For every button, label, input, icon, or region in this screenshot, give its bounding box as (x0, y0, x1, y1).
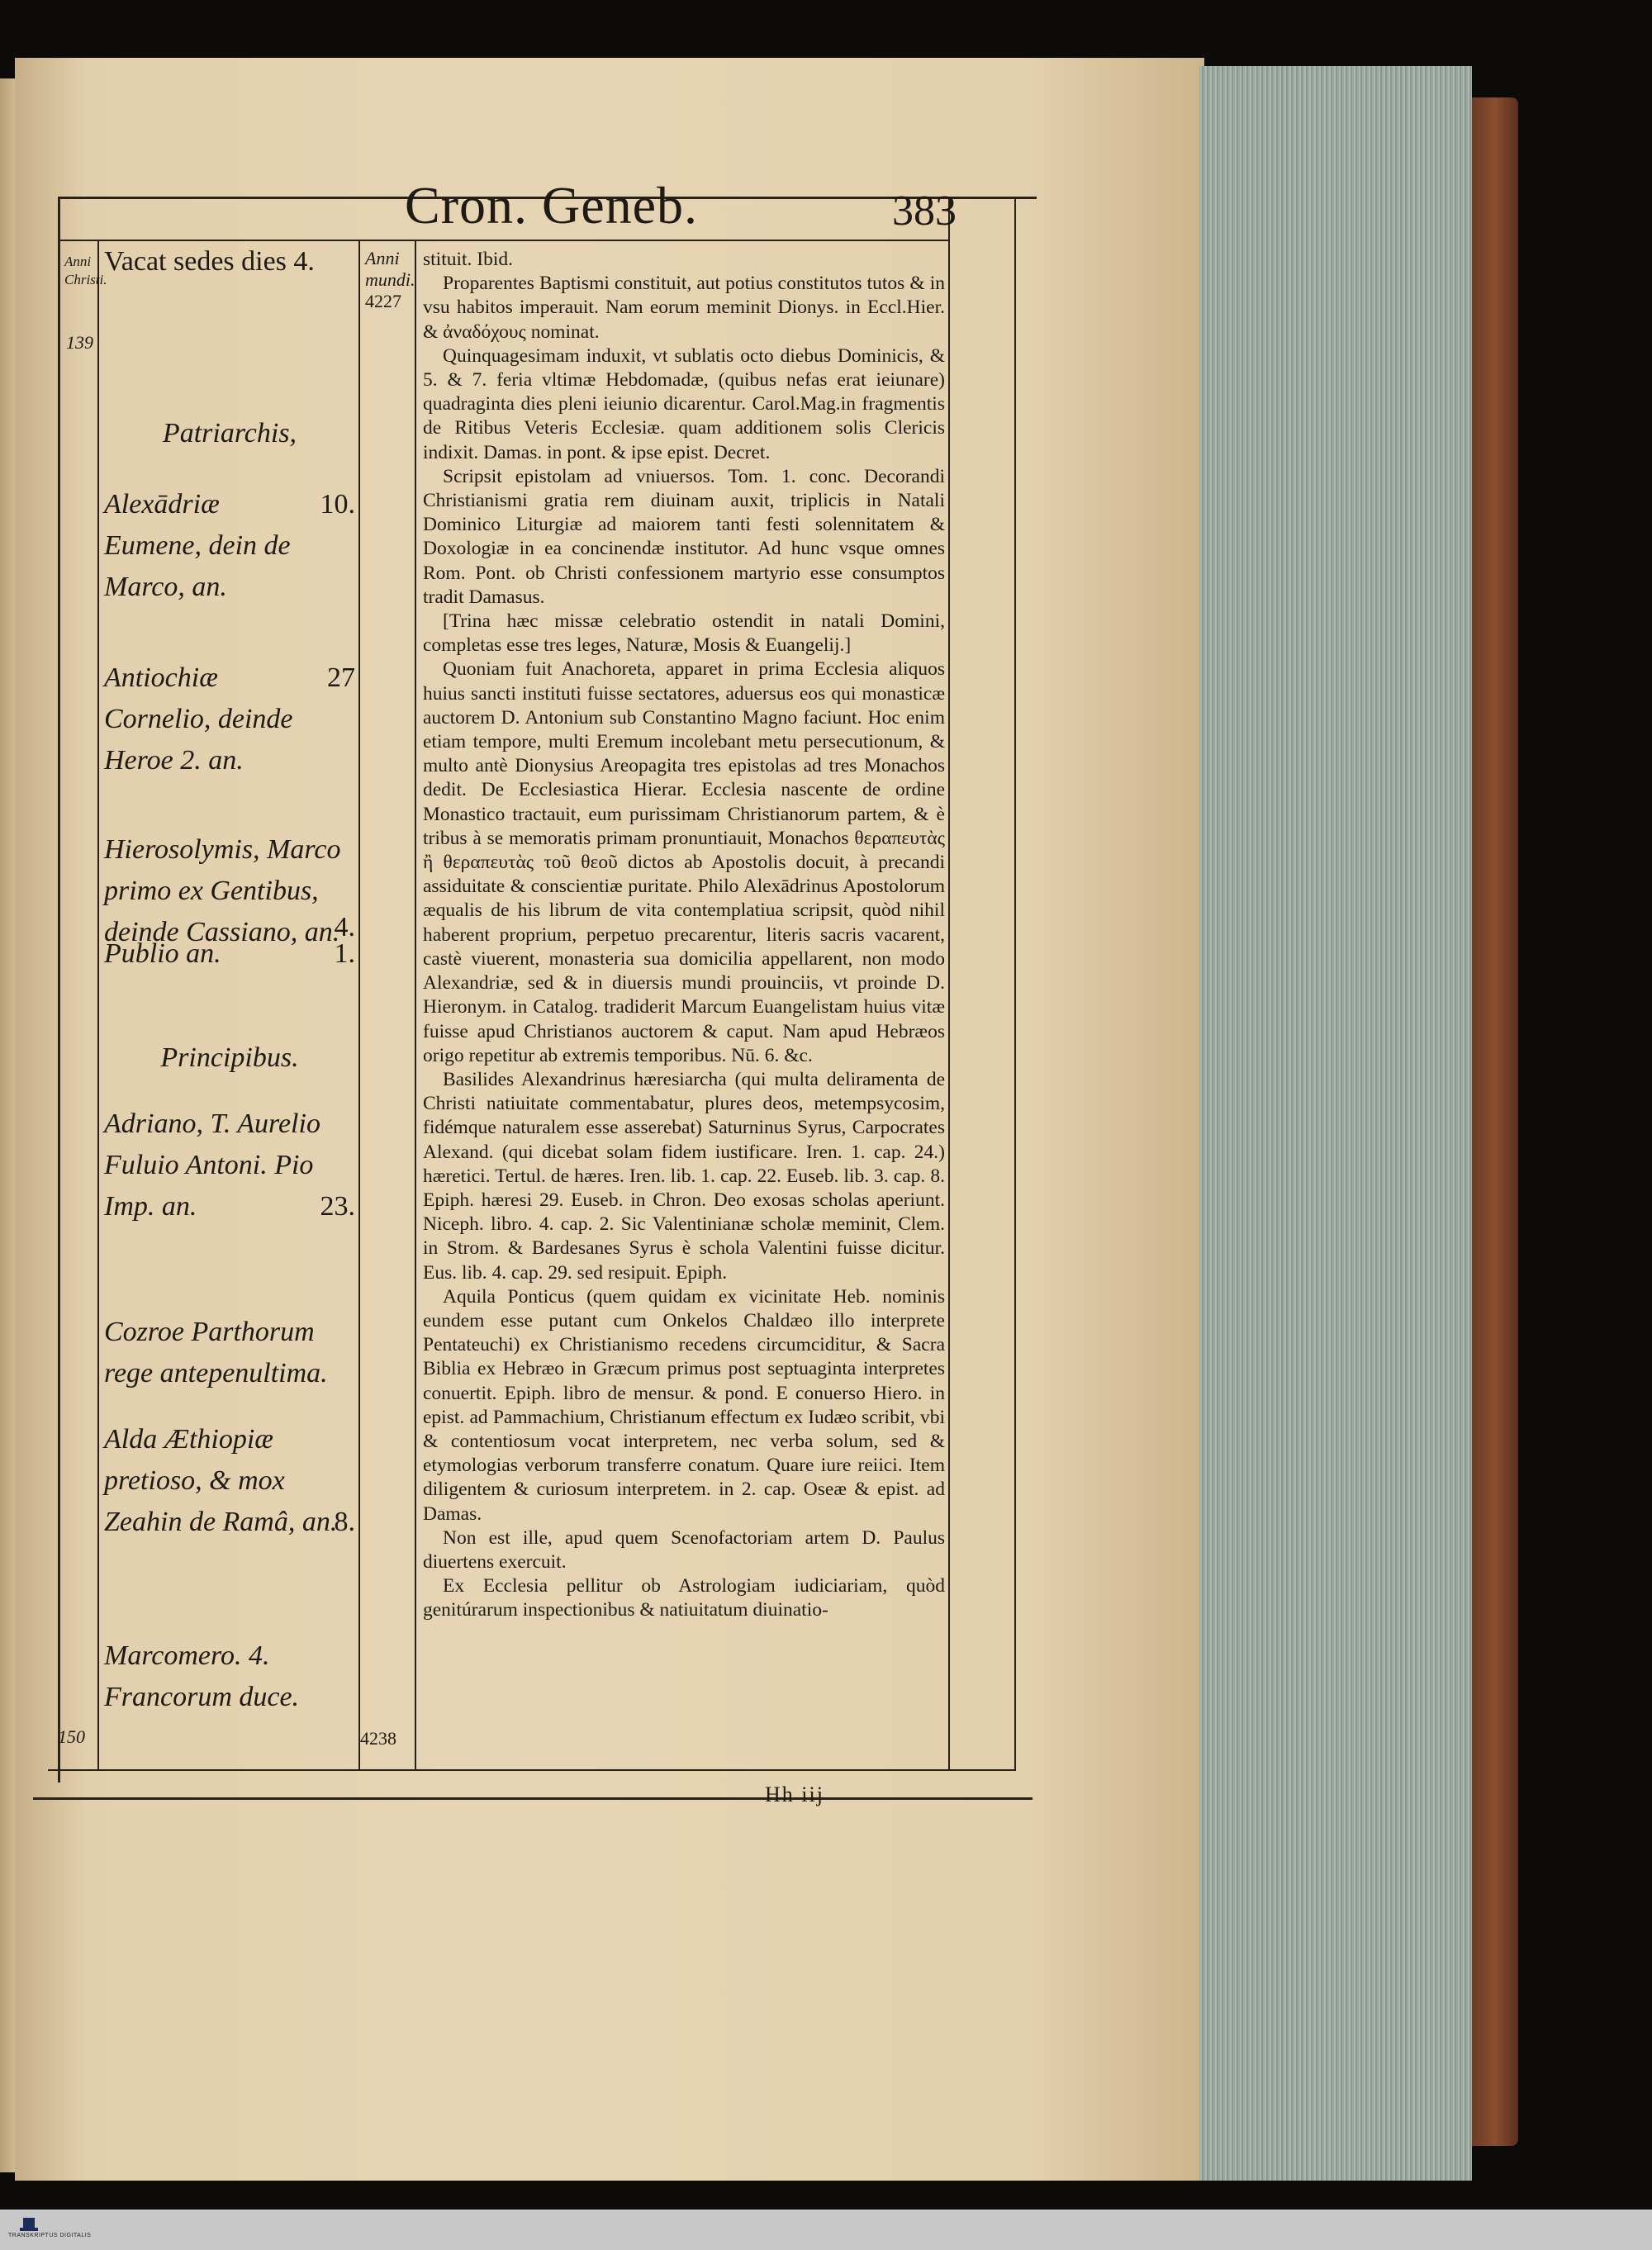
date-column-rule (97, 241, 99, 1769)
library-logo-icon (13, 2216, 45, 2244)
entry-adriano-years: 23. (320, 1191, 355, 1222)
year-mundi-end: 4238 (360, 1728, 396, 1749)
principibus-heading: Principibus. (160, 1042, 299, 1073)
entry-alda (104, 1419, 355, 1543)
paragraph: stituit. Ibid. (423, 249, 514, 270)
entry-marcomero: Marcomero. 4. Francorum duce. (104, 1640, 300, 1712)
entry-alexandria-text: Alexādriæ Eumene, dein de Marco, an. (104, 489, 291, 602)
entry-antiochia-years: 27 (327, 662, 355, 693)
running-head: Cron. Geneb. (405, 176, 699, 235)
entry-alexandria (104, 484, 355, 608)
library-logo-text: TRANSKRIPTUS DIGITALIS (8, 2233, 92, 2238)
bottom-rule-1 (48, 1769, 1016, 1771)
year-christi-start: 139 (66, 332, 93, 353)
entry-adriano (104, 1104, 355, 1227)
entry-publio-text: Publio an. (104, 938, 221, 969)
paragraph: Scripsit epistolam ad vniuersos. Tom. 1. conc. Decorandi Christianismi gratia rem diuinam auxit, triplicis in Natali Dominico Liturgiæ ad maiorem tanti festi solennitatem & Doxologiæ in ea concinendæ institutor. Ad hunc vsque omnes Rom. Pont. ob Christi confessionem martyrio esse consumptos tradit Damasus. (423, 465, 945, 608)
year-christi-end: 150 (58, 1726, 85, 1747)
page-number: 383 (892, 188, 957, 235)
entry-alda-years: 8. (334, 1507, 355, 1537)
leather-cover-edge (1472, 97, 1518, 2146)
entry-antiochia-text: Antiochiæ Cornelio, deinde Heroe 2. an. (104, 662, 293, 776)
entry-cozroe: Cozroe Parthorum rege antepenultima. (104, 1317, 328, 1388)
paragraph: Quoniam fuit Anachoreta, apparet in prima Ecclesia aliquos huius sancti instituti fuisse sectatores, aduersus eos qui monasticæ auctorem D. Antonium sub Constantino Magno faciunt. Hoc enim etiam tempore, multi Eremum incolebant metu persecutionum, & multo antè Dionysius Areopagita tres epistolas ad tres Monachos dedit. De Ecclesiastica Hierar. Ecclesia nascente de ordine Monastico tractauit, eum purissimam Christianorum partem, & è tribus à se memoratis primam pronuntiauit, Monachos θεραπευτὰς ἢ θεραπευτὰς τοῦ θεοῦ dictos ab Apostolis docuit, à precandi assiduitate & conscientiæ puritate. Philo Alexādrinus Apostolorum æqualis de his librum de vita contemplatiua scripsit, quòd nihil haberent proprium, perpetuo precarentur, literis sacris vacarent, castè viuerent, monasteria sua domicilia appellarent, non modo Alexandriæ, sed & in diuersis mundi prouinciis, vt proinde D. Hieronym. in Catalog. tradiderit Marcum Euangelistam huius vitæ fuisse apud Christianos auctorem & caput. Nam apud Hebræos origo repetitur ab extremis temporibus. Nū. 6. &c. (423, 658, 945, 1066)
anni-mundi-text: Anni mundi. (365, 248, 415, 290)
year-mundi-start: 4227 (365, 291, 401, 311)
entry-alexandria-years: 10. (320, 489, 355, 520)
paragraph: [Trina hæc missæ celebratio ostendit in natali Domini, completas esse tres leges, Naturæ, Mosis & Euangelij.] (423, 610, 945, 657)
paragraph: Ex Ecclesia pellitur ob Astrologiam iudiciariam, quòd genitúrarum inspectionibus & natiuitatum diuinatio- (423, 1575, 945, 1621)
entry-publio-years: 1. (334, 938, 355, 969)
entry-publio (104, 933, 355, 975)
paragraph: Quinquagesimam induxit, vt sublatis octo diebus Dominicis, & 5. & 7. feria vltimæ Hebdomadæ, (quibus nefas erat ieiunare) quadraginta dies pleni ieiunio dicarentur. Carol.Mag.in fragmentis de Ritibus Veteris Ecclesiæ. quam additionem solis Clericis indixit. Damas. in pont. & ipse epist. Decret. (423, 344, 945, 463)
entry-hierosolymis-years: 4. (334, 912, 355, 942)
outer-left-rule (58, 197, 60, 1782)
vacat-sedes: Vacat sedes dies 4. (104, 246, 315, 277)
page-fore-edge (1199, 66, 1472, 2181)
entry-alda-text: Alda Æthiopiæ pretioso, & mox Zeahin de Ramâ, an. (104, 1424, 338, 1537)
anni-christi-label: Anni Christi. (64, 254, 107, 287)
text-right-rule (948, 198, 950, 1769)
paragraph: Aquila Ponticus (quem quidam ex vicinitate Heb. nominis eundem esse putant cum Onkelos Chaldæo illo interprete Pentateuchi) ex Christianismo recedens circumciditur, & Sacra Biblia ex Hebræo in Græcum primus post septuaginta interpretes conuertit. Epiph. libro de mensur. & pond. E conuerso Hiero. in epist. ad Pammachium, Christianum effectum ex Iudæo scribit, vbi & contentiosum vocat interpretem, nec verba solum, sed & etymologias verborum transferre conatum. Quare iure reiici. Item diligentem & curiosum interpretem. in 2. cap. Oseæ & epist. ad Damas. (423, 1285, 945, 1525)
entry-adriano-text: Adriano, T. Aurelio Fuluio Antoni. Pio Imp. an. (104, 1108, 320, 1222)
bottom-rule-2 (33, 1797, 1032, 1800)
anni-mundi-label (365, 248, 418, 312)
paragraph: Non est ille, apud quem Scenofactoriam artem D. Paulus diuertens exercuit. (423, 1526, 945, 1573)
outer-right-rule (1014, 198, 1016, 1769)
entry-hierosolymis-text: Hierosolymis, Marco primo ex Gentibus, deinde Cassiano, an. (104, 834, 341, 947)
viewer-footer-bar (0, 2210, 1652, 2250)
entry-antiochia (104, 657, 355, 781)
main-text-column (423, 248, 945, 1623)
patriarchis-heading: Patriarchis, (162, 418, 297, 449)
signature-mark: Hh iij (765, 1782, 824, 1806)
paragraph: Proparentes Baptismi constituit, aut potius constitutos tutos & in vsu habitos imperauit. Nam eorum meminit Dionys. in Eccl.Hier. & ἀναδόχους nominat. (423, 273, 945, 343)
left-column-rule (358, 241, 360, 1769)
mundi-column-rule (415, 241, 416, 1769)
paragraph: Basilides Alexandrinus hæresiarcha (qui multa deliramenta de Christi natiuitate commentabatur, plures deos, metempsycosim, fidémque naturalem esse asserebat) Saturninus Syrus, Carpocrates Alexand. (qui dicebat solam fidem iustificare. Iren. 1. cap. 24.) hæretici. Tertul. de hæres. Iren. lib. 1. cap. 22. Euseb. lib. 3. cap. 8. Epiph. hæresi 29. Euseb. in Chron. Deo exosas scholas aperiunt. Niceph. libro. 4. cap. 2. Sic Valentinianæ scholæ meminit, Clem. in Strom. & Bardesanes Syrus è schola Valentini fuisse dicitur. Eus. lib. 4. cap. 29. sed resipuit. Epiph. (423, 1068, 945, 1284)
